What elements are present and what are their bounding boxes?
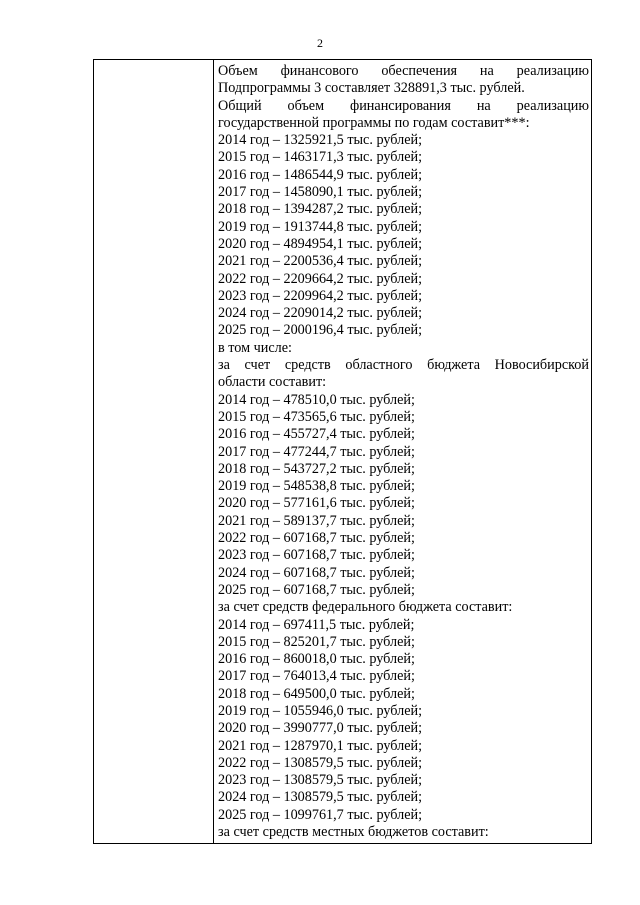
text-line: 2015 год – 825201,7 тыс. рублей; xyxy=(218,633,415,650)
text-line: 2021 год – 589137,7 тыс. рублей; xyxy=(218,512,415,529)
text-line: 2017 год – 764013,4 тыс. рублей; xyxy=(218,668,415,685)
text-line: 2020 год – 4894954,1 тыс. рублей; xyxy=(218,235,423,252)
text-line: 2025 год – 1099761,7 тыс. рублей; xyxy=(218,806,423,823)
text-line: 2018 год – 649500,0 тыс. рублей; xyxy=(218,685,415,702)
text-line: 2014 год – 1325921,5 тыс. рублей; xyxy=(218,132,423,149)
text-line: 2025 год – 2000196,4 тыс. рублей; xyxy=(218,322,423,339)
text-line: 2017 год – 1458090,1 тыс. рублей; xyxy=(218,184,423,201)
text-line: Объем финансового обеспечения на реализацию xyxy=(218,63,589,79)
table-left-cell xyxy=(94,60,214,843)
text-line: 2023 год – 607168,7 тыс. рублей; xyxy=(218,547,415,564)
text-line: 2023 год – 2209964,2 тыс. рублей; xyxy=(218,287,423,304)
text-line: 2024 год – 607168,7 тыс. рублей; xyxy=(218,564,415,581)
text-line: 2022 год – 2209664,2 тыс. рублей; xyxy=(218,270,423,287)
text-line: 2014 год – 697411,5 тыс. рублей; xyxy=(218,616,415,633)
text-line: 2020 год – 577161,6 тыс. рублей; xyxy=(218,495,415,512)
text-line: 2019 год – 548538,8 тыс. рублей; xyxy=(218,478,415,495)
text-line: 2016 год – 860018,0 тыс. рублей; xyxy=(218,651,415,668)
financing-table xyxy=(93,59,592,844)
text-line: 2020 год – 3990777,0 тыс. рублей; xyxy=(218,720,423,737)
text-line: 2018 год – 543727,2 тыс. рублей; xyxy=(218,460,415,477)
text-line: за счет средств местных бюджетов составит: xyxy=(218,824,489,841)
text-line: государственной программы по годам составит***: xyxy=(218,114,530,131)
text-line: 2021 год – 2200536,4 тыс. рублей; xyxy=(218,253,423,270)
text-line: 2022 год – 1308579,5 тыс. рублей; xyxy=(218,754,423,771)
text-line: 2016 год – 455727,4 тыс. рублей; xyxy=(218,426,415,443)
text-line: за счет средств федерального бюджета составит: xyxy=(218,599,513,616)
text-line: 2014 год – 478510,0 тыс. рублей; xyxy=(218,391,415,408)
text-line: 2021 год – 1287970,1 тыс. рублей; xyxy=(218,737,423,754)
text-line: 2017 год – 477244,7 тыс. рублей; xyxy=(218,443,415,460)
text-line: 2016 год – 1486544,9 тыс. рублей; xyxy=(218,166,423,183)
text-line: 2015 год – 1463171,3 тыс. рублей; xyxy=(218,149,423,166)
text-line: за счет средств областного бюджета Новосибирской xyxy=(218,357,589,374)
text-line: 2022 год – 607168,7 тыс. рублей; xyxy=(218,530,415,547)
page-number: 2 xyxy=(317,36,323,50)
text-line: 2019 год – 1913744,8 тыс. рублей; xyxy=(218,218,423,235)
table-content-cell xyxy=(218,63,589,841)
text-line: 2018 год – 1394287,2 тыс. рублей; xyxy=(218,201,423,218)
text-line: Общий объем финансирования на реализацию xyxy=(218,97,589,114)
text-line: 2023 год – 1308579,5 тыс. рублей; xyxy=(218,772,423,789)
text-line: Подпрограммы 3 составляет 328891,3 тыс. рублей. xyxy=(218,80,525,97)
text-line: 2025 год – 607168,7 тыс. рублей; xyxy=(218,581,415,598)
text-line: 2024 год – 1308579,5 тыс. рублей; xyxy=(218,789,423,806)
text-line: 2015 год – 473565,6 тыс. рублей; xyxy=(218,408,415,425)
text-line: области составит: xyxy=(218,374,327,391)
text-line: 2024 год – 2209014,2 тыс. рублей; xyxy=(218,305,423,322)
text-line: 2019 год – 1055946,0 тыс. рублей; xyxy=(218,702,423,719)
text-line: в том числе: xyxy=(218,339,292,356)
